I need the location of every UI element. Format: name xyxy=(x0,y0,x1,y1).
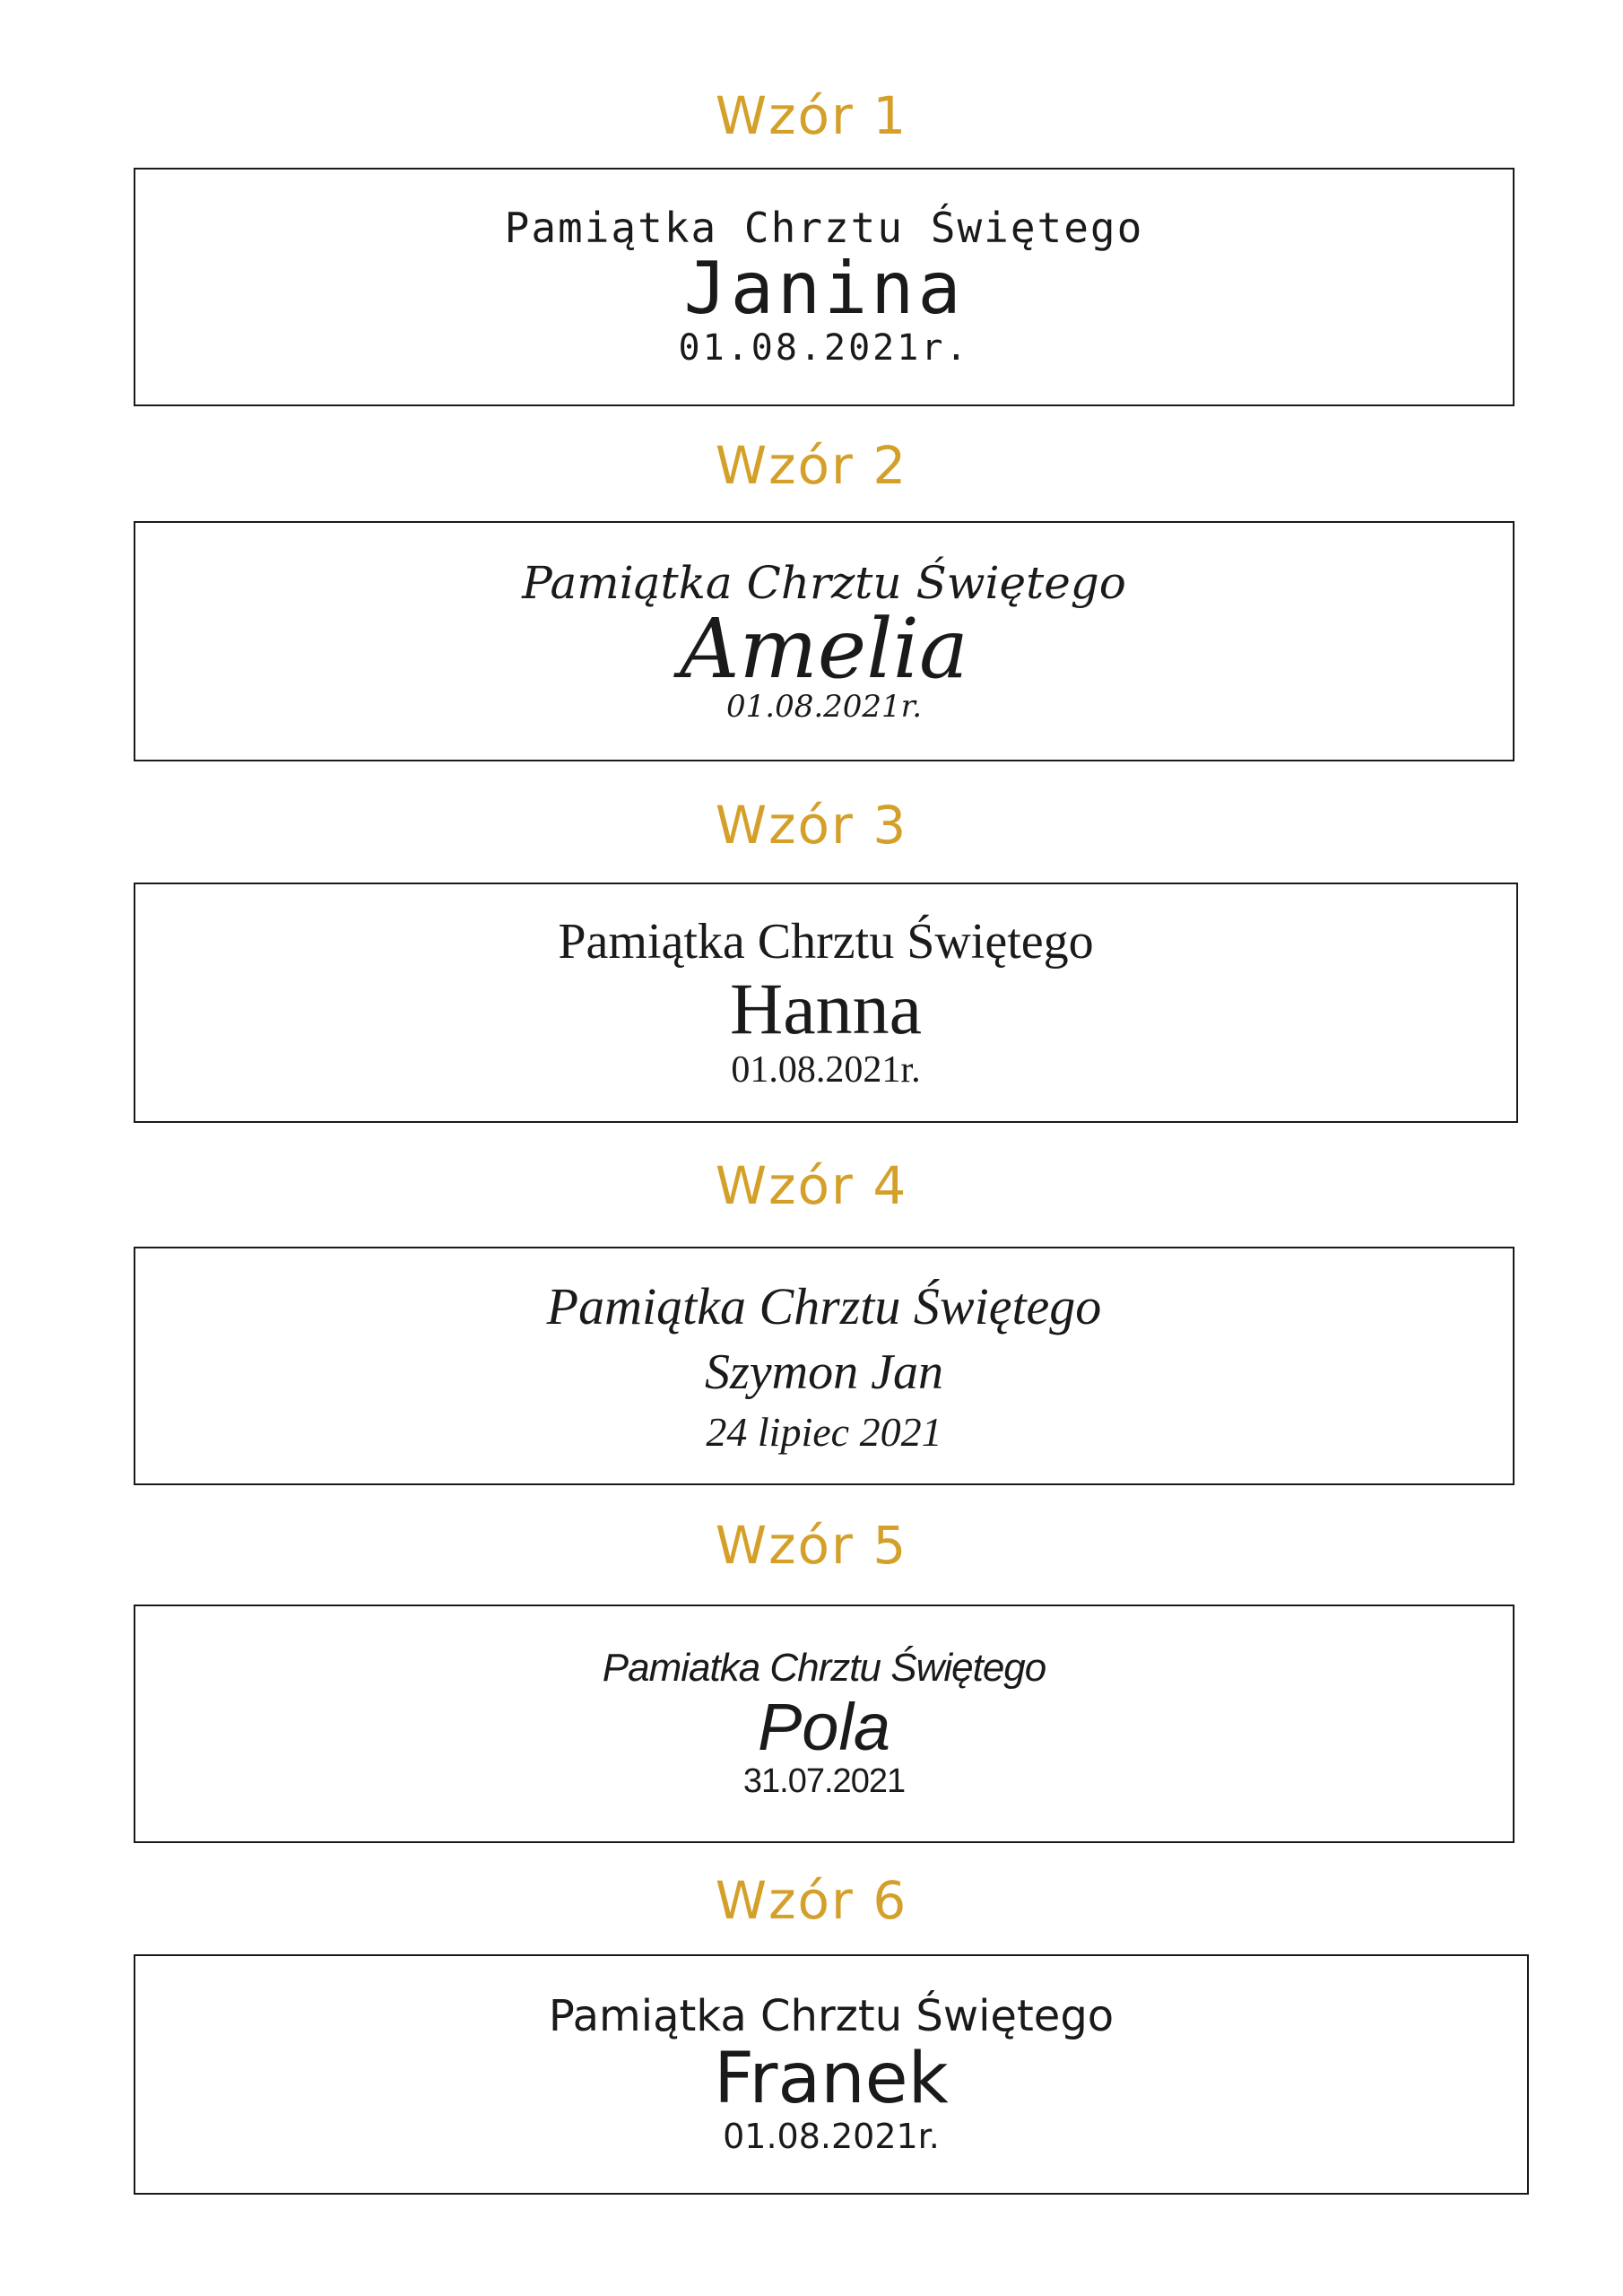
design-date: 31.07.2021 xyxy=(742,1762,906,1801)
design-name: Szymon Jan xyxy=(705,1344,943,1401)
design-title: Pamiątka Chrztu Świętego xyxy=(558,913,1094,970)
design-heading-1: Wzór 1 xyxy=(715,85,908,146)
design-heading-4: Wzór 4 xyxy=(715,1155,908,1216)
design-name: Franek xyxy=(714,2039,949,2120)
design-card-5 xyxy=(134,1605,1515,1843)
design-heading-6: Wzór 6 xyxy=(715,1870,908,1931)
design-card-2 xyxy=(134,521,1515,761)
design-date: 01.08.2021r. xyxy=(723,2116,940,2156)
design-card-6 xyxy=(134,1954,1529,2195)
design-name: Janina xyxy=(683,247,965,331)
design-title: Pamiątka Chrztu Świętego xyxy=(504,203,1144,252)
design-date: 01.08.2021r. xyxy=(726,688,922,725)
design-title: Pamiątka Chrztu Świętego xyxy=(548,1991,1115,2042)
design-card-1 xyxy=(134,168,1515,406)
design-date: 24 lipiec 2021 xyxy=(706,1409,942,1456)
design-name: Amelia xyxy=(680,600,968,697)
design-date: 01.08.2021r. xyxy=(678,327,970,370)
design-name: Hanna xyxy=(729,967,922,1049)
design-card-4 xyxy=(134,1247,1515,1485)
design-title: Pamiątka Chrztu Świętego xyxy=(522,556,1126,609)
design-heading-3: Wzór 3 xyxy=(715,795,908,856)
design-title: Pamiątka Chrztu Świętego xyxy=(546,1277,1102,1335)
design-name: Pola xyxy=(757,1689,891,1764)
design-date: 01.08.2021r. xyxy=(731,1049,921,1091)
design-title: Pamiatka Chrztu Świętego xyxy=(602,1645,1046,1690)
design-card-3 xyxy=(134,883,1518,1123)
design-heading-2: Wzór 2 xyxy=(715,435,908,496)
design-heading-5: Wzór 5 xyxy=(715,1515,908,1576)
